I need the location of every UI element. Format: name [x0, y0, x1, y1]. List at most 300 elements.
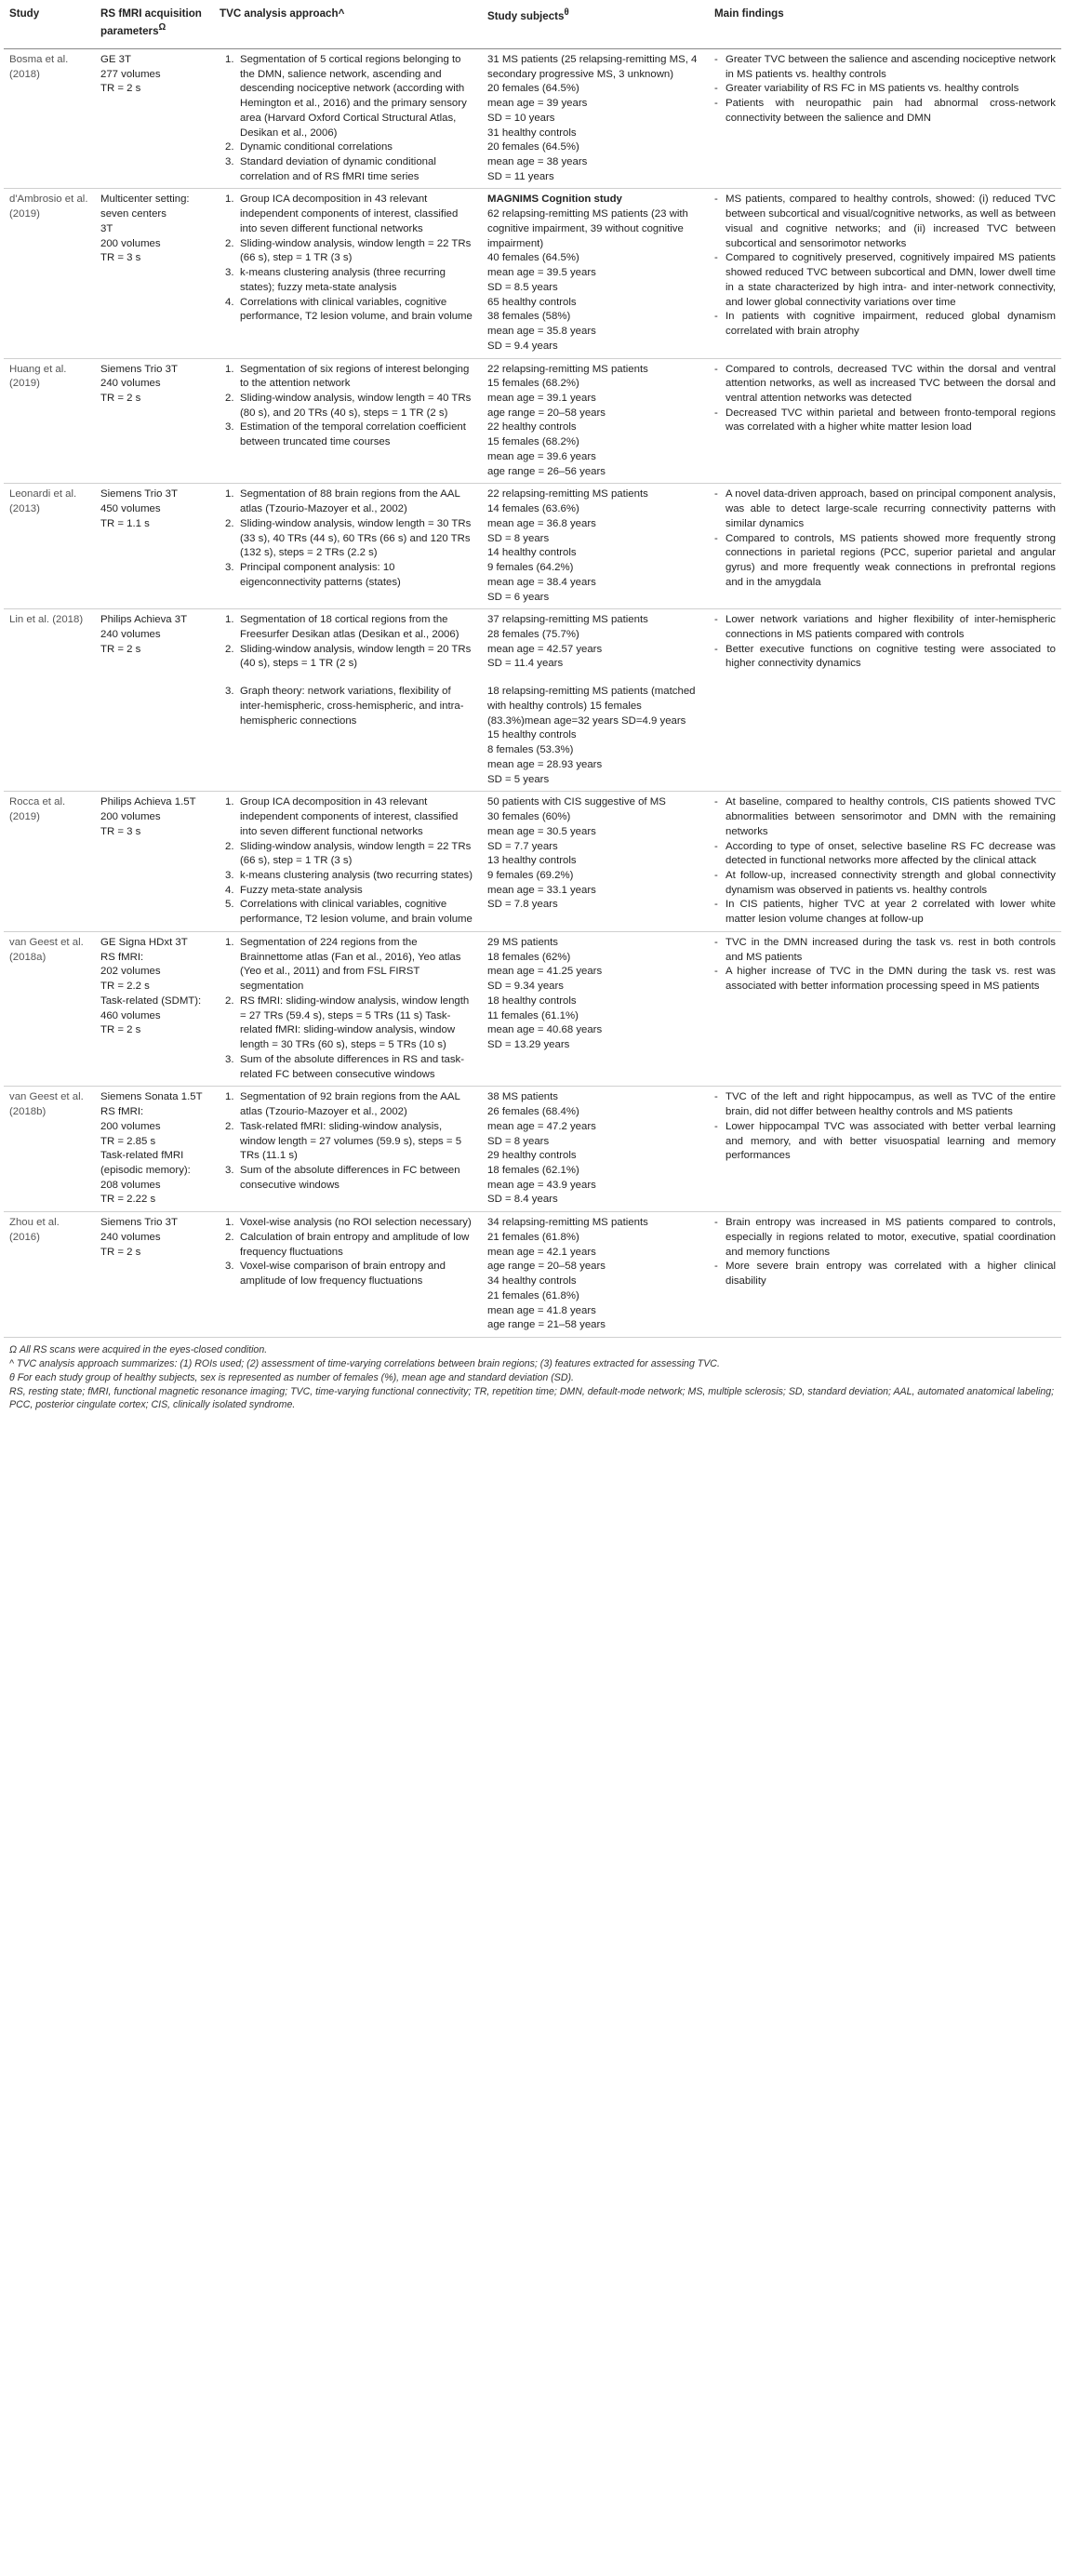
step-number: 3.	[225, 155, 234, 167]
subjects-cell	[482, 48, 709, 189]
finding-item: - According to type of onset, selective baseline RS FC decrease was detected in functional networks more affected by the clinical attack	[714, 840, 1056, 869]
study-cell: d'Ambrosio et al. (2019)	[4, 189, 95, 358]
subjects-line: 21 females (61.8%)	[487, 1231, 579, 1243]
header-approach: TVC analysis approach^	[214, 4, 482, 48]
subjects-line: 15 healthy controls	[487, 729, 577, 741]
acquisition-line: TR = 2 s	[100, 1246, 141, 1258]
step-number: 3.	[225, 1164, 234, 1176]
findings-list	[714, 1090, 1056, 1164]
subjects-line: age range = 21–58 years	[487, 1319, 606, 1331]
acquisition-line: Task-related (SDMT):	[100, 994, 202, 1007]
findings-cell	[709, 358, 1061, 484]
acquisition-line: Philips Achieva 3T	[100, 614, 188, 626]
subjects-line: 15 females (68.2%)	[487, 436, 579, 448]
approach-step	[220, 1216, 476, 1231]
finding-item: - Better executive functions on cognitive testing were associated to higher connectivity dynamics	[714, 643, 1056, 672]
findings-list	[714, 193, 1056, 339]
acquisition-line: Siemens Sonata 1.5T	[100, 1091, 203, 1103]
subjects-line: mean age = 42.1 years	[487, 1246, 596, 1258]
subjects-line: mean age = 39 years	[487, 98, 588, 110]
table-row	[4, 48, 1061, 189]
approach-cell	[214, 931, 482, 1086]
acquisition-line: TR = 2.85 s	[100, 1135, 156, 1147]
approach-list	[220, 487, 476, 590]
acquisition-line: 240 volumes	[100, 378, 161, 390]
subjects-line: SD = 8.5 years	[487, 281, 558, 293]
finding-item: - Compared to cognitively preserved, cognitively impaired MS patients showed reduced TVC between subcortical and DMN, lower dwell time in a state characterized by high intra- and inter-network connectivity, and lower global connectivity variations over time	[714, 251, 1056, 310]
approach-cell	[214, 1087, 482, 1212]
step-text: Segmentation of 5 cortical regions belonging to the DMN, salience network, ascending and descending nociceptive network (according with Hemington et al., 2016) and the primary sensory area (Harvard Oxford Cortical Structural Atlas, Desikan et al., 2006)	[240, 53, 467, 139]
step-text: Correlations with clinical variables, cognitive performance, T2 lesion volume, and brain volume	[240, 899, 473, 926]
acquisition-line: 450 volumes	[100, 503, 161, 515]
step-number: 3.	[225, 421, 234, 434]
subjects-line: mean age = 28.93 years	[487, 758, 603, 770]
acquisition-line: Siemens Trio 3T	[100, 1217, 178, 1229]
acquisition-line: 3T	[100, 222, 113, 234]
subjects-cell	[482, 1212, 709, 1338]
subjects-line: 8 females (53.3%)	[487, 744, 574, 756]
step-text: Sliding-window analysis, window length = 40 TRs (80 s), and 20 TRs (40 s), steps = 1 TR (2 s)	[240, 392, 472, 419]
step-text: k-means clustering analysis (two recurring states)	[240, 870, 473, 882]
step-number: 2.	[225, 141, 234, 153]
approach-step	[220, 517, 476, 561]
findings-cell	[709, 1087, 1061, 1212]
subjects-line: mean age = 47.2 years	[487, 1120, 596, 1132]
approach-list	[220, 363, 476, 450]
subjects-line: 18 females (62%)	[487, 951, 571, 963]
step-number: 2.	[225, 1231, 234, 1243]
study-cell: Huang et al. (2019)	[4, 358, 95, 484]
acquisition-line: 200 volumes	[100, 237, 161, 249]
acquisition-line: 460 volumes	[100, 1009, 161, 1021]
subjects-line: 20 females (64.5%)	[487, 141, 579, 153]
subjects-line: mean age = 39.5 years	[487, 267, 596, 279]
subjects-line: 18 females (62.1%)	[487, 1164, 579, 1176]
subjects-line: 14 females (63.6%)	[487, 503, 579, 515]
approach-list	[220, 193, 476, 325]
approach-step	[220, 613, 476, 642]
acquisition-line: Philips Achieva 1.5T	[100, 796, 196, 808]
acquisition-line: Siemens Trio 3T	[100, 363, 178, 375]
study-cell: van Geest et al. (2018b)	[4, 1087, 95, 1212]
step-text: RS fMRI: sliding-window analysis, window length = 27 TRs (59.4 s), steps = 5 TRs (11 s) Task-related fMRI: sliding-window analysis, window length = 30 TRs (60 s), steps = 5 TRs (10 s)	[240, 994, 470, 1051]
step-text: Segmentation of 92 brain regions from the AAL atlas (Tzourio-Mazoyer et al., 2002)	[240, 1091, 460, 1118]
subjects-line: 34 relapsing-remitting MS patients	[487, 1217, 648, 1229]
step-number: 1.	[225, 796, 234, 808]
step-number: 3.	[225, 686, 234, 698]
acquisition-line: TR = 3 s	[100, 252, 141, 264]
subjects-line: MAGNIMS Cognition study	[487, 194, 622, 206]
acquisition-cell	[95, 189, 214, 358]
step-text: Segmentation of 224 regions from the Brainnettome atlas (Fan et al., 2016), Yeo atlas (Yeo et al., 2011) and from FSL FIRST segmentation	[240, 936, 461, 993]
acquisition-line: TR = 1.1 s	[100, 517, 150, 529]
subjects-line: 14 healthy controls	[487, 547, 577, 559]
subjects-line: mean age = 41.25 years	[487, 966, 603, 978]
acquisition-line: TR = 3 s	[100, 825, 141, 837]
subjects-line: SD = 6 years	[487, 591, 550, 603]
table-footnotes	[4, 1338, 1061, 1412]
table-body	[4, 48, 1061, 1337]
footnote: RS, resting state; fMRI, functional magnetic resonance imaging; TVC, time-varying functional connectivity; TR, repetition time; DMN, default-mode network; MS, multiple sclerosis; SD, standard deviation; AAL, automated anatomical labeling; PCC, posterior cingulate cortex; CIS, clinically isolated syndrome.	[9, 1385, 1055, 1411]
subjects-line: 38 MS patients	[487, 1091, 558, 1103]
subjects-line: SD = 9.34 years	[487, 981, 564, 993]
step-number: 1.	[225, 614, 234, 626]
step-number: 4.	[225, 296, 234, 308]
approach-step	[220, 685, 476, 728]
subjects-line: 9 females (64.2%)	[487, 562, 574, 574]
table-row	[4, 792, 1061, 932]
approach-list	[220, 936, 476, 1082]
finding-item: - At follow-up, increased connectivity strength and global connectivity dynamism was observed in patients vs. healthy controls	[714, 869, 1056, 898]
step-number: 2.	[225, 994, 234, 1007]
acquisition-line: TR = 2 s	[100, 392, 141, 404]
acquisition-cell	[95, 609, 214, 792]
acquisition-line: RS fMRI:	[100, 951, 144, 963]
approach-step	[220, 1164, 476, 1193]
step-number: 1.	[225, 53, 234, 65]
subjects-line: 29 MS patients	[487, 936, 558, 948]
approach-step	[220, 237, 476, 266]
step-text: Dynamic conditional correlations	[240, 141, 393, 153]
subjects-line: 13 healthy controls	[487, 855, 577, 867]
approach-cell	[214, 792, 482, 932]
step-number: 2.	[225, 1120, 234, 1132]
acquisition-line: 202 volumes	[100, 966, 161, 978]
study-cell: Leonardi et al. (2013)	[4, 484, 95, 609]
study-cell: Lin et al. (2018)	[4, 609, 95, 792]
step-number: 3.	[225, 1261, 234, 1273]
approach-step	[220, 392, 476, 420]
approach-step	[220, 884, 476, 899]
approach-step	[220, 1053, 476, 1082]
finding-item: - More severe brain entropy was correlated with a higher clinical disability	[714, 1260, 1056, 1288]
findings-cell	[709, 484, 1061, 609]
approach-list	[220, 1090, 476, 1193]
acquisition-cell	[95, 358, 214, 484]
header-acquisition: RS fMRI acquisition parameters$^\Omega$	[95, 4, 214, 48]
acquisition-line: GE Signa HDxt 3T	[100, 936, 188, 948]
subjects-line: SD = 11.4 years	[487, 658, 564, 670]
approach-cell	[214, 1212, 482, 1338]
spacer	[220, 672, 476, 685]
approach-step	[220, 140, 476, 155]
subjects-line: SD = 13.29 years	[487, 1039, 570, 1051]
step-text: Sliding-window analysis, window length = 22 TRs (66 s), step = 1 TR (3 s)	[240, 840, 472, 867]
subjects-line: SD = 8 years	[487, 1135, 550, 1147]
approach-step	[220, 1260, 476, 1288]
approach-list	[220, 613, 476, 728]
acquisition-line: TR = 2 s	[100, 643, 141, 655]
approach-step	[220, 994, 476, 1053]
subjects-cell	[482, 358, 709, 484]
subjects-line: 31 MS patients (25 relapsing-remitting MS, 4 secondary progressive MS, 3 unknown)	[487, 53, 698, 80]
findings-cell	[709, 609, 1061, 792]
acquisition-line: 240 volumes	[100, 1231, 161, 1243]
approach-cell	[214, 609, 482, 792]
acquisition-cell	[95, 484, 214, 609]
acquisition-cell	[95, 931, 214, 1086]
subjects-line: 29 healthy controls	[487, 1150, 577, 1162]
subjects-line: 28 females (75.7%)	[487, 629, 579, 640]
findings-cell	[709, 792, 1061, 932]
table-row	[4, 358, 1061, 484]
approach-cell	[214, 484, 482, 609]
findings-list	[714, 53, 1056, 127]
step-text: Estimation of the temporal correlation coefficient between truncated time courses	[240, 421, 466, 448]
approach-step	[220, 296, 476, 325]
acquisition-line: 200 volumes	[100, 811, 161, 823]
subjects-line: 20 females (64.5%)	[487, 83, 579, 95]
approach-step	[220, 1231, 476, 1260]
step-text: Correlations with clinical variables, cognitive performance, T2 lesion volume, and brain volume	[240, 296, 473, 323]
subjects-line: 37 relapsing-remitting MS patients	[487, 614, 648, 626]
acquisition-line: 200 volumes	[100, 1120, 161, 1132]
step-text: Task-related fMRI: sliding-window analysis, window length = 27 volumes (59.9 s), steps = 5 TRs (11.1 s)	[240, 1120, 462, 1162]
step-text: Voxel-wise comparison of brain entropy and amplitude of low frequency fluctuations	[240, 1261, 446, 1288]
approach-step	[220, 193, 476, 236]
step-number: 1.	[225, 488, 234, 501]
subjects-line: mean age = 38 years	[487, 155, 588, 167]
step-number: 3.	[225, 267, 234, 279]
findings-list	[714, 363, 1056, 436]
table-row	[4, 609, 1061, 792]
subjects-line: 11 females (61.1%)	[487, 1009, 579, 1021]
table-row	[4, 931, 1061, 1086]
approach-list	[220, 53, 476, 185]
acquisition-line: TR = 2.2 s	[100, 981, 150, 993]
finding-item: - In CIS patients, higher TVC at year 2 correlated with lower white matter lesion volume changes at follow-up	[714, 898, 1056, 927]
acquisition-line: TR = 2 s	[100, 1024, 141, 1036]
table-row	[4, 1212, 1061, 1338]
table-row	[4, 189, 1061, 358]
approach-step	[220, 869, 476, 884]
subjects-line: 40 females (64.5%)	[487, 252, 579, 264]
approach-step	[220, 53, 476, 140]
theta-mark: θ	[564, 7, 569, 18]
subjects-line: 18 relapsing-remitting MS patients (matched with healthy controls) 15 females (83.3%)mean age=32 years SD=4.9 years	[487, 686, 696, 727]
subjects-line: mean age = 38.4 years	[487, 576, 596, 588]
approach-step	[220, 561, 476, 590]
acquisition-line: RS fMRI:	[100, 1106, 144, 1118]
study-cell: Bosma et al. (2018)	[4, 48, 95, 189]
step-text: Group ICA decomposition in 43 relevant independent components of interest, classified into seven different functional networks	[240, 796, 459, 837]
step-text: Segmentation of 88 brain regions from the AAL atlas (Tzourio-Mazoyer et al., 2002)	[240, 488, 460, 515]
subjects-line: mean age = 43.9 years	[487, 1179, 596, 1191]
subjects-cell	[482, 931, 709, 1086]
header-subjects: Study subjects$^\theta$	[482, 4, 709, 48]
study-cell: van Geest et al. (2018a)	[4, 931, 95, 1086]
subjects-line: SD = 9.4 years	[487, 340, 558, 352]
finding-item: - A novel data-driven approach, based on principal component analysis, was able to detect large-scale recurring connectivity patterns with similar dynamics	[714, 487, 1056, 531]
finding-item: - Greater TVC between the salience and ascending nociceptive network in MS patients vs. healthy controls	[714, 53, 1056, 82]
acquisition-cell	[95, 48, 214, 189]
step-number: 3.	[225, 562, 234, 574]
approach-cell	[214, 48, 482, 189]
subjects-line: mean age = 42.57 years	[487, 643, 603, 655]
finding-item: - At baseline, compared to healthy controls, CIS patients showed TVC abnormalities between sensorimotor and DMN with the remaining networks	[714, 795, 1056, 839]
subjects-cell	[482, 1087, 709, 1212]
study-cell: Rocca et al. (2019)	[4, 792, 95, 932]
finding-item: - Patients with neuropathic pain had abnormal cross-network connectivity between the salience and DMN	[714, 97, 1056, 126]
step-number: 1.	[225, 363, 234, 375]
step-number: 2.	[225, 840, 234, 852]
subjects-line: mean age = 35.8 years	[487, 326, 596, 338]
acquisition-line: Multicenter setting: seven centers	[100, 194, 190, 220]
subjects-line: mean age = 40.68 years	[487, 1024, 603, 1036]
step-text: Sliding-window analysis, window length = 22 TRs (66 s), step = 1 TR (3 s)	[240, 237, 472, 264]
findings-list	[714, 613, 1056, 672]
header-findings: Main findings	[709, 4, 1061, 48]
approach-cell	[214, 358, 482, 484]
finding-item: - Compared to controls, decreased TVC within the dorsal and ventral attention networks, as well as increased TVC between the dorsal and ventral attention networks was detected	[714, 363, 1056, 407]
table-row	[4, 1087, 1061, 1212]
subjects-cell	[482, 484, 709, 609]
approach-list	[220, 1216, 476, 1289]
findings-list	[714, 936, 1056, 994]
acquisition-cell	[95, 792, 214, 932]
subjects-line: mean age = 36.8 years	[487, 517, 596, 529]
approach-step	[220, 643, 476, 672]
acquisition-line: TR = 2.22 s	[100, 1194, 156, 1206]
header-study: Study	[4, 4, 95, 48]
step-number: 2.	[225, 392, 234, 404]
approach-step	[220, 840, 476, 869]
subjects-line: age range = 20–58 years	[487, 407, 606, 419]
finding-item: - Brain entropy was increased in MS patients compared to controls, especially in regions related to motor, executive, spatial coordination and memory functions	[714, 1216, 1056, 1260]
step-text: Sum of the absolute differences in RS and task-related FC between consecutive windows	[240, 1053, 465, 1080]
subjects-line: 22 healthy controls	[487, 421, 577, 434]
subjects-cell	[482, 609, 709, 792]
acquisition-line: Siemens Trio 3T	[100, 488, 178, 501]
finding-item: - Lower hippocampal TVC was associated with better verbal learning and memory, and with better visuospatial learning and memory performances	[714, 1120, 1056, 1164]
spacer	[487, 672, 703, 685]
approach-step	[220, 936, 476, 994]
footnote: ^ TVC analysis approach summarizes: (1) ROIs used; (2) assessment of time-varying correlations between brain regions; (3) features extracted for assessing TVC.	[9, 1357, 720, 1369]
subjects-line: SD = 10 years	[487, 112, 555, 124]
step-number: 4.	[225, 884, 234, 896]
findings-cell	[709, 189, 1061, 358]
step-number: 5.	[225, 899, 234, 911]
approach-step	[220, 1090, 476, 1119]
finding-item: - TVC of the left and right hippocampus, as well as TVC of the entire brain, did not differ between healthy controls and MS patients	[714, 1090, 1056, 1119]
finding-item: - Lower network variations and higher flexibility of inter-hemispheric connections in MS patients compared with controls	[714, 613, 1056, 642]
step-text: Segmentation of six regions of interest belonging to the attention network	[240, 363, 470, 390]
subjects-line: 38 females (58%)	[487, 311, 571, 323]
subjects-line: 50 patients with CIS suggestive of MS	[487, 796, 666, 808]
acquisition-line: TR = 2 s	[100, 83, 141, 95]
step-text: Segmentation of 18 cortical regions from the Freesurfer Desikan atlas (Desikan et al., 2006)	[240, 614, 459, 640]
subjects-line: SD = 5 years	[487, 773, 550, 785]
subjects-line: SD = 11 years	[487, 170, 554, 182]
step-text: Calculation of brain entropy and amplitude of low frequency fluctuations	[240, 1231, 470, 1258]
findings-list	[714, 1216, 1056, 1289]
acquisition-line: 240 volumes	[100, 629, 161, 640]
subjects-line: 22 relapsing-remitting MS patients	[487, 363, 648, 375]
step-number: 2.	[225, 517, 234, 529]
subjects-line: age range = 26–56 years	[487, 465, 606, 477]
subjects-line: 18 healthy controls	[487, 994, 577, 1007]
approach-list	[220, 795, 476, 928]
step-text: Standard deviation of dynamic conditional correlation and of RS fMRI time series	[240, 155, 436, 182]
findings-cell	[709, 48, 1061, 189]
subjects-line: SD = 8.4 years	[487, 1194, 558, 1206]
subjects-line: mean age = 41.8 years	[487, 1304, 596, 1316]
finding-item: - A higher increase of TVC in the DMN during the task vs. rest was associated with better information processing speed in MS patients	[714, 965, 1056, 994]
step-text: Graph theory: network variations, flexibility of inter-hemispheric, cross-hemispheric, and intra-hemispheric connections	[240, 686, 464, 727]
step-number: 1.	[225, 936, 234, 948]
step-number: 1.	[225, 194, 234, 206]
step-text: Fuzzy meta-state analysis	[240, 884, 363, 896]
acquisition-line: Task-related fMRI (episodic memory):	[100, 1150, 191, 1176]
approach-step	[220, 155, 476, 184]
finding-item: - In patients with cognitive impairment, reduced global dynamism correlated with brain atrophy	[714, 310, 1056, 339]
subjects-line: age range = 20–58 years	[487, 1261, 606, 1273]
approach-step	[220, 487, 476, 516]
approach-step	[220, 898, 476, 927]
finding-item: - Greater variability of RS FC in MS patients vs. healthy controls	[714, 82, 1056, 97]
findings-list	[714, 487, 1056, 590]
acquisition-line: 277 volumes	[100, 68, 161, 80]
step-text: Principal component analysis: 10 eigenconnectivity patterns (states)	[240, 562, 401, 588]
step-text: Voxel-wise analysis (no ROI selection necessary)	[240, 1217, 472, 1229]
subjects-line: 62 relapsing-remitting MS patients (23 with cognitive impairment, 39 without cognitive impairment)	[487, 208, 688, 249]
subjects-line: 30 females (60%)	[487, 811, 571, 823]
finding-item: - Decreased TVC within parietal and between fronto-temporal regions was correlated with a higher white matter lesion load	[714, 407, 1056, 435]
step-number: 1.	[225, 1217, 234, 1229]
subjects-line: mean age = 39.6 years	[487, 450, 596, 462]
step-text: Sum of the absolute differences in FC between consecutive windows	[240, 1164, 460, 1191]
subjects-line: SD = 8 years	[487, 532, 550, 544]
omega-mark: Ω	[158, 21, 166, 33]
step-text: Sliding-window analysis, window length = 30 TRs (33 s), 40 TRs (44 s), 60 TRs (66 s) and 120 TRs (132 s), steps = 2 TRs (2.2 s)	[240, 517, 472, 559]
step-text: k-means clustering analysis (three recurring states); fuzzy meta-state analysis	[240, 267, 446, 293]
findings-cell	[709, 1212, 1061, 1338]
studies-table	[4, 4, 1061, 1338]
step-text: Sliding-window analysis, window length = 20 TRs (40 s), steps = 1 TR (2 s)	[240, 643, 472, 670]
finding-item: - MS patients, compared to healthy controls, showed: (i) reduced TVC between subcortical and visual/cognitive networks, as well as between visual and cognitive networks; and (ii) increased TVC between subcortical and sensorimotor networks	[714, 193, 1056, 251]
footnote: θ For each study group of healthy subjects, sex is represented as number of females (%), mean age and standard deviation (SD).	[9, 1371, 574, 1383]
subjects-cell	[482, 792, 709, 932]
acquisition-line: 208 volumes	[100, 1179, 161, 1191]
finding-item: - TVC in the DMN increased during the task vs. rest in both controls and MS patients	[714, 936, 1056, 965]
subjects-line: mean age = 33.1 years	[487, 884, 596, 896]
approach-step	[220, 266, 476, 295]
study-cell: Zhou et al. (2016)	[4, 1212, 95, 1338]
step-number: 2.	[225, 643, 234, 655]
step-number: 2.	[225, 237, 234, 249]
subjects-line: 65 healthy controls	[487, 296, 577, 308]
subjects-line: 22 relapsing-remitting MS patients	[487, 488, 648, 501]
approach-step	[220, 420, 476, 449]
step-number: 1.	[225, 1091, 234, 1103]
findings-cell	[709, 931, 1061, 1086]
subjects-line: mean age = 39.1 years	[487, 392, 596, 404]
step-text: Group ICA decomposition in 43 relevant independent components of interest, classified into seven different functional networks	[240, 194, 459, 234]
approach-cell	[214, 189, 482, 358]
subjects-line: SD = 7.8 years	[487, 899, 558, 911]
subjects-line: 21 females (61.8%)	[487, 1289, 579, 1301]
findings-list	[714, 795, 1056, 928]
acquisition-cell	[95, 1087, 214, 1212]
finding-item: - Compared to controls, MS patients showed more frequently strong connections in parietal regions (PCC, superior parietal and angular gyrus) and more frequently weak connections in prefrontal regions and in the amygdala	[714, 532, 1056, 591]
step-number: 3.	[225, 1053, 234, 1065]
table-row	[4, 484, 1061, 609]
subjects-line: 15 females (68.2%)	[487, 378, 579, 390]
subjects-line: 9 females (69.2%)	[487, 870, 574, 882]
header-row	[4, 4, 1061, 48]
acquisition-cell	[95, 1212, 214, 1338]
subjects-line: mean age = 30.5 years	[487, 825, 596, 837]
